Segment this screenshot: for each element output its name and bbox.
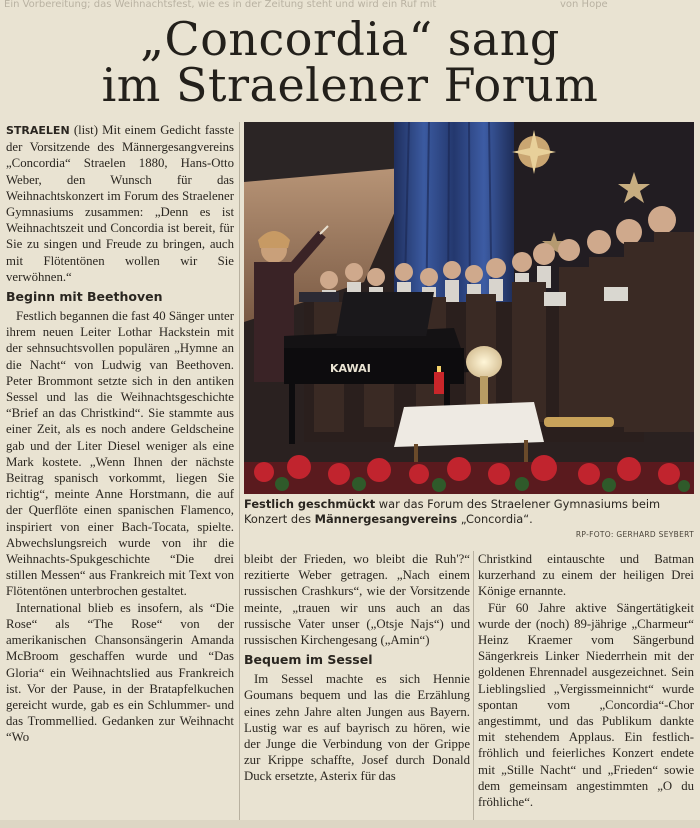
caption-text-1: war das Forum des Straelener Gymnasiums beim Konzert des — [244, 497, 661, 526]
lead-text: (list) Mit einem Gedicht fasste der Vorsitzende des Männergesangvereins „Concordia“ Straelen 1880, Hans-Otto Weber, den Wunsch für das Weihnachtskonzert im Forum des Straelener Gymnasiums zusammen: „Denn es ist Weihnachtszeit und Concordia ist bereit, für Sie zu singen und Freude zu bringen, auch mit Flötentönen wollen wir Sie verwöhnen.“ — [6, 123, 234, 284]
paragraph-6: Für 60 Jahre aktive Sängertätigkeit wurde der (noch) 89-jährige „Charmeur“ Heinz Kraemer vom Sängerbund Sängerkreis Linker Niederrhein mit der goldenen Ehrennadel ausgezeichnet. Sein Lieblingslied „Vergissmeinnicht“ wurde spontan vom „Concordia“-Chor angestimmt, und das Publikum dankte mit stehendem Applaus. Ein festlich-fröhlich und feierliches Konzert endete mit „Stille Nacht“ und „Frieden“ sowie dem gemeinsam angestimmten „O du fröhliche“. — [478, 600, 694, 810]
paragraph-1: Festlich begannen die fast 40 Sänger unter ihrem neuen Leiter Lothar Hackstein mit der sehnsuchtsvollen populären „Hymne an die Nacht“ von Ludwig van Beethoven. Peter Brommont setzte sich in den antiken Sessel und las die Weihnachtsgeschichte “Brief an das Christkind“. Sie stammte aus einer Zeit, als es noch andere Geldscheine gab und der Liter Diesel weniger als eine Mark kostete. „Wenn Ihnen der nächste Beitrag spanisch vorkommt, liegen Sie richtig“, meinte Anne Horstmann, die auf der Querflöte einen spanischen Flamenco, inspiriert von einer Bach-Tocata, spielte. Abwechslungsreich wurde von ihr die Weihnachts-Spukgeschichte “Die drei stillen Messen“ aus Frankreich mit Text von Flötentönen unterbrochen gestaltet. — [6, 309, 234, 599]
lead-paragraph — [6, 122, 234, 285]
paragraph-5: Christkind eintauschte und Batman kurzerhand zu einem der heiligen Drei Könige ernannte. — [478, 552, 694, 599]
article-column-2 — [244, 551, 470, 828]
candle-icon — [434, 372, 444, 394]
headline-line-1: „Concordia“ sang — [140, 12, 560, 66]
article-column-1 — [6, 122, 234, 828]
paragraph-3: bleibt der Frieden, wo bleibt die Ruh'?“ rezitierte Weber getragen. „Nach einem russischen Crashkurs“, wie der Vorsitzende meinte, „trauen wir uns auch an das russische Vater unser („Otsje Najs“) und russischen Kirchengesang („Amin“) — [244, 552, 470, 648]
paragraph-2: International blieb es insofern, als “Die Rose“ als “The Rose“ von der amerikanischen Chansonsängerin Amanda McBroom geschaffen wurde und “Das Gloria“ ein Weihnachtslied aus Frankreich ist. Vor der Pause, in der Bratapfelkuchen gereicht wurde, gab es ein Schlummer- und das Trommellied. Gedanken zur Weihnacht “Wo — [6, 600, 234, 745]
caption-bold-1: Festlich geschmückt — [244, 497, 376, 511]
table-lamp-icon — [466, 346, 502, 378]
photo-caption — [244, 497, 694, 527]
column-rule-2 — [473, 551, 474, 821]
subhead-sessel: Bequem im Sessel — [244, 652, 373, 668]
bleed-through-text — [0, 0, 700, 12]
concert-photo — [244, 122, 694, 494]
article-column-3 — [478, 551, 694, 828]
paragraph-4: Im Sessel machte es sich Hennie Goumans bequem und las die Erzählung eines zehn Jahre alten Jungen aus Bayern. Lustig war es auf bayrisch zu hören, wie der Junge die Verbindung von der Grippe zur Krippe schaffte, Josef durch Donald Duck ersetzte, Asterix für das — [244, 672, 470, 784]
piano-brand-label: KAWAI — [330, 362, 371, 375]
photo-credit: RP-FOTO: GERHARD SEYBERT — [575, 530, 694, 539]
page-bottom-edge — [0, 820, 700, 828]
caption-text-2: „Concordia“. — [457, 512, 533, 526]
bleed-right-text: von Hope — [560, 0, 608, 10]
caption-bold-2: Männergesangvereins — [314, 512, 458, 526]
column-rule-1 — [239, 122, 240, 822]
headline-line-2: im Straelener Forum — [101, 58, 599, 112]
choir-photo-illustration — [244, 122, 694, 494]
bleed-left-text: Ein Vorbereitung; das Weihnachtsfest, wie es in der Zeitung steht und wird ein Ruf mit — [4, 0, 437, 10]
dateline: STRAELEN — [6, 124, 70, 137]
subhead-beethoven: Beginn mit Beethoven — [6, 289, 163, 305]
